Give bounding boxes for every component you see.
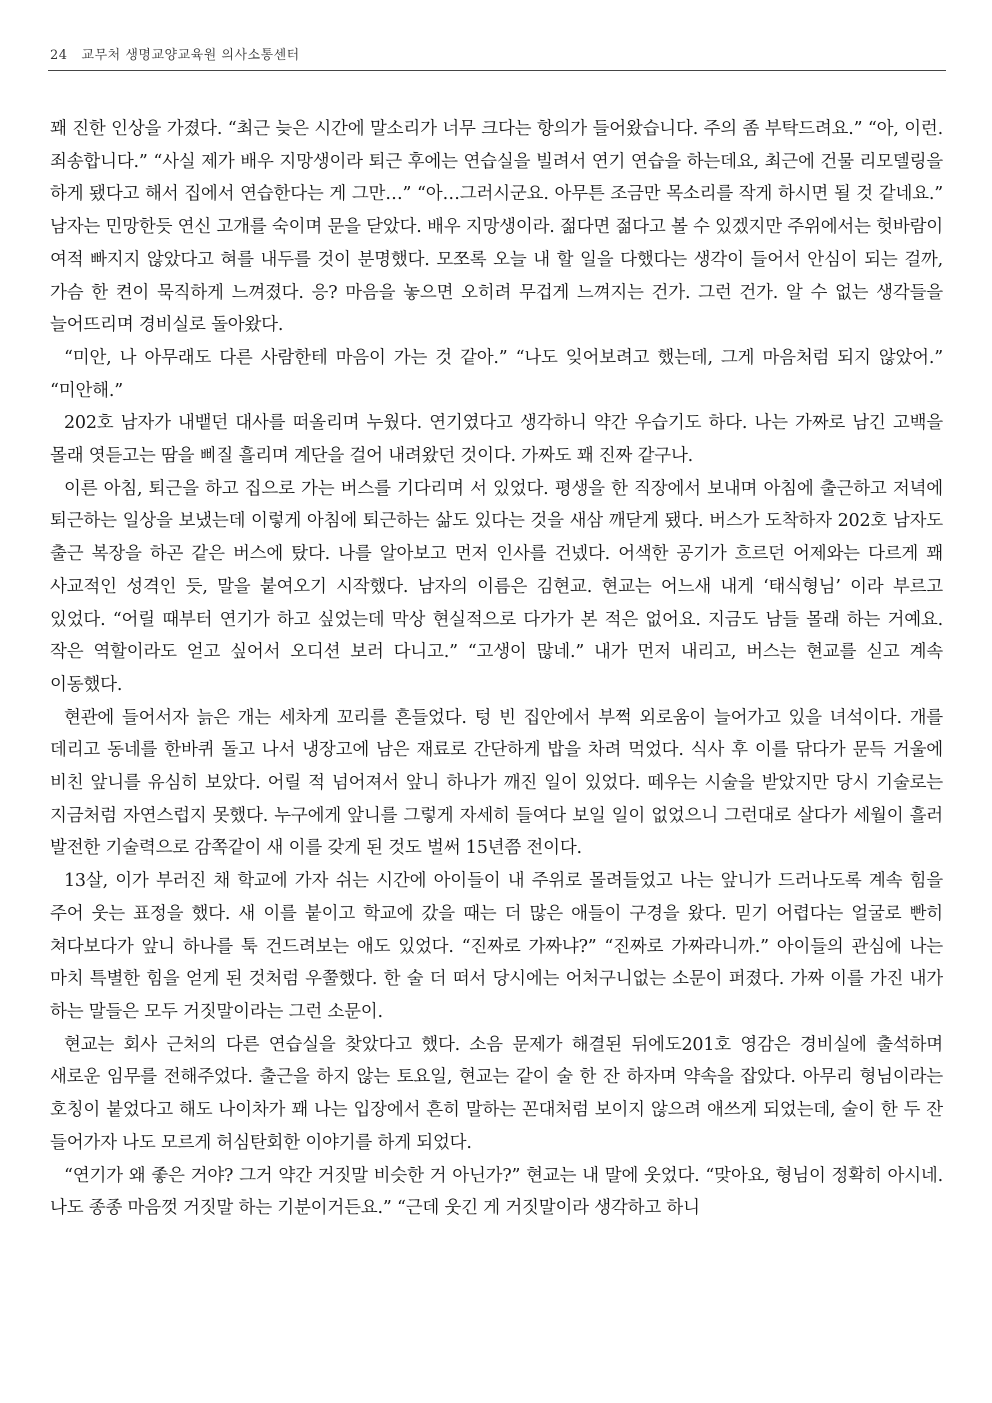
paragraph: “미안, 나 아무래도 다른 사람한테 마음이 가는 것 같아.” “나도 잊어보려고 했는데, 그게 마음처럼 되지 않았어.” “미안해.” [50,347,943,401]
paragraph: 현관에 들어서자 늙은 개는 세차게 꼬리를 흔들었다. 텅 빈 집안에서 부쩍 외로움이 늘어가고 있을 녀석이다. 개를 데리고 동네를 한바퀴 돌고 나서 냉장고에 남은 재료로 간단하게 밥을 차려 먹었다. 식사 후 이를 닦다가 문득 거울에 비친 앞니를 유심히 보았다. 어릴 적 넘어져서 앞니 하나가 깨진 일이 있었다. 떼우는 시술을 받았지만 당시 기술로는 지금처럼 자연스럽지 못했다. 누구에게 앞니를 그렇게 자세히 들여다 보일 일이 없었으니 그런대로 살다가 세월이 흘러 발전한 기술력으로 감쪽같이 새 이를 갖게 된 것도 벌써 15년쯤 전이다. [50,707,943,859]
paragraph: “연기가 왜 좋은 거야? 그거 약간 거짓말 비슷한 거 아닌가?” 현교는 내 말에 웃었다. “맞아요, 형님이 정확히 아시네. 나도 종종 마음껏 거짓말 하는 기분이거든요.” “근데 웃긴 게 거짓말이라 생각하고 하니 [50,1165,943,1219]
running-header [50,44,946,63]
paragraph: 202호 남자가 내뱉던 대사를 떠올리며 누웠다. 연기였다고 생각하니 약간 우습기도 하다. 나는 가짜로 남긴 고백을 몰래 엿듣고는 땀을 삐질 흘리며 계단을 걸어 내려왔던 것이다. 가짜도 꽤 진짜 같구나. [50,413,943,467]
body-text [50,113,943,1225]
paragraph: 꽤 진한 인상을 가졌다. “최근 늦은 시간에 말소리가 너무 크다는 항의가 들어왔습니다. 주의 좀 부탁드려요.” “아, 이런. 죄송합니다.” “사실 제가 배우 지망생이라 퇴근 후에는 연습실을 빌려서 연기 연습을 하는데요, 최근에 건물 리모델링을 하게 됐다고 해서 집에서 연습한다는 게 그만…” “아…그러시군요. 아무튼 조금만 목소리를 작게 하시면 될 것 같네요.” 남자는 민망한듯 연신 고개를 숙이며 문을 닫았다. 배우 지망생이라. 젊다면 젊다고 볼 수 있겠지만 주위에서는 헛바람이 여적 빠지지 않았다고 혀를 내두를 것이 분명했다. 모쪼록 오늘 내 할 일을 다했다는 생각이 들어서 안심이 되는 걸까, 가슴 한 켠이 묵직하게 느껴졌다. 응? 마음을 놓으면 오히려 무겁게 느껴지는 건가. 그런 건가. 알 수 없는 생각들을 늘어뜨리며 경비실로 돌아왔다. [50,119,944,336]
paragraph: 이른 아침, 퇴근을 하고 집으로 가는 버스를 기다리며 서 있었다. 평생을 한 직장에서 보내며 아침에 출근하고 저녁에 퇴근하는 일상을 보냈는데 이렇게 아침에 퇴근하는 삶도 있다는 것을 새삼 깨닫게 됐다. 버스가 도착하자 202호 남자도 출근 복장을 하곤 같은 버스에 탔다. 나를 알아보고 먼저 인사를 건넸다. 어색한 공기가 흐르던 어제와는 다르게 꽤 사교적인 성격인 듯, 말을 붙여오기 시작했다. 남자의 이름은 김현교. 현교는 어느새 내게 ‘태식형님’ 이라 부르고 있었다. “어릴 때부터 연기가 하고 싶었는데 막상 현실적으로 다가가 본 적은 없어요. 지금도 남들 몰래 하는 거예요. 작은 역할이라도 얻고 싶어서 오디션 보러 다니고.” “고생이 많네.” 내가 먼저 내리고, 버스는 현교를 싣고 계속 이동했다. [50,478,943,695]
header-title: 교무처 생명교양교육원 의사소통센터 [81,48,300,63]
page-number: 24 [50,48,68,63]
paragraph: 13살, 이가 부러진 채 학교에 가자 쉬는 시간에 아이들이 내 주위로 몰려들었고 나는 앞니가 드러나도록 계속 힘을 주어 웃는 표정을 했다. 새 이를 붙이고 학교에 갔을 때는 더 많은 애들이 구경을 왔다. 믿기 어렵다는 얼굴로 빤히 쳐다보다가 앞니 하나를 툭 건드려보는 애도 있었다. “진짜로 가짜냐?” “진짜로 가짜라니까.” 아이들의 관심에 나는 마치 특별한 힘을 얻게 된 것처럼 우쭐했다. 한 술 더 떠서 당시에는 어처구니없는 소문이 퍼졌다. 가짜 이를 가진 내가 하는 말들은 모두 거짓말이라는 그런 소문이. [50,871,943,1022]
header-divider [48,70,946,71]
paragraph: 현교는 회사 근처의 다른 연습실을 찾았다고 했다. 소음 문제가 해결된 뒤에도201호 영감은 경비실에 출석하며 새로운 임무를 전해주었다. 출근을 하지 않는 토요일, 현교는 같이 술 한 잔 하자며 약속을 잡았다. 아무리 형님이라는 호칭이 붙었다고 해도 나이차가 꽤 나는 입장에서 흔히 말하는 꼰대처럼 보이지 않으려 애쓰게 되었는데, 술이 한 두 잔 들어가자 나도 모르게 허심탄회한 이야기를 하게 되었다. [50,1034,943,1153]
